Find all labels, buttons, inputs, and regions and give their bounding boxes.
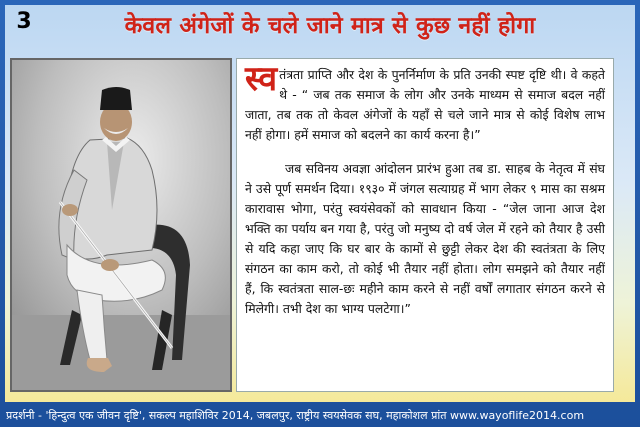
text-panel <box>236 58 614 392</box>
portrait-photo <box>10 58 232 392</box>
portrait-illustration <box>12 60 230 390</box>
paragraph-1-text: तंत्रता प्राप्ति और देश के पुनर्निर्माण के प्रति उनकी स्पष्ट दृष्टि थी। वे कहते थे - “ जब तक समाज के लोग और उनके माध्यम से समाज बदल नहीं जाता, तब तक तो केवल अंगेजों के यहाँ से चले जाने मात्र से कोई विशेष लाभ नहीं होगा। हमें समाज को बदलने का कार्य करना है।” <box>245 67 605 142</box>
paragraph-1 <box>245 59 605 145</box>
dropcap: स्व <box>245 59 278 99</box>
paragraph-2: जब सविनय अवज्ञा आंदोलन प्रारंभ हुआ तब डा. साहब के नेतृत्व में संघ ने उसे पूर्ण समर्थन दिया। १९३० में जंगल सत्याग्रह में भाग लेकर ९ मास का सश्रम कारावास भोगा, परंतु स्वयंसेवकों को सावधान किया - “जेल जाना आज देश भक्ति का पर्याय बन गया है, परंतु जो मनुष्य दो वर्ष जेल में रहने को तैयार है उसी से यदि कहा जाए कि घर बार के कामों से छुट्टी लेकर देश की स्वतंत्रता के लिए संगठन का काम करो, तो कोई भी तैयार नहीं होता। लोग समझने को तैयार नहीं हैं, कि स्वतंत्रता साल-छः महीने काम करने से नहीं वर्षों लगातार संगठन करने से मिलेगी। तभी देश का भाग्य पलटेगा।” <box>245 161 605 316</box>
slide-title: केवल अंगेजों के चले जाने मात्र से कुछ नहीं होगा <box>124 13 536 39</box>
footer-credit: प्रदर्शनी - 'हिन्दुत्व एक जीवन दृष्टि', सकल्प महाशिविर 2014, जबलपुर, राष्ट्रीय स्वयसेवक सघ, महाकोशल प्रांत www.wayoflife2014.com <box>6 409 585 422</box>
slide-number: 3 <box>16 9 32 34</box>
